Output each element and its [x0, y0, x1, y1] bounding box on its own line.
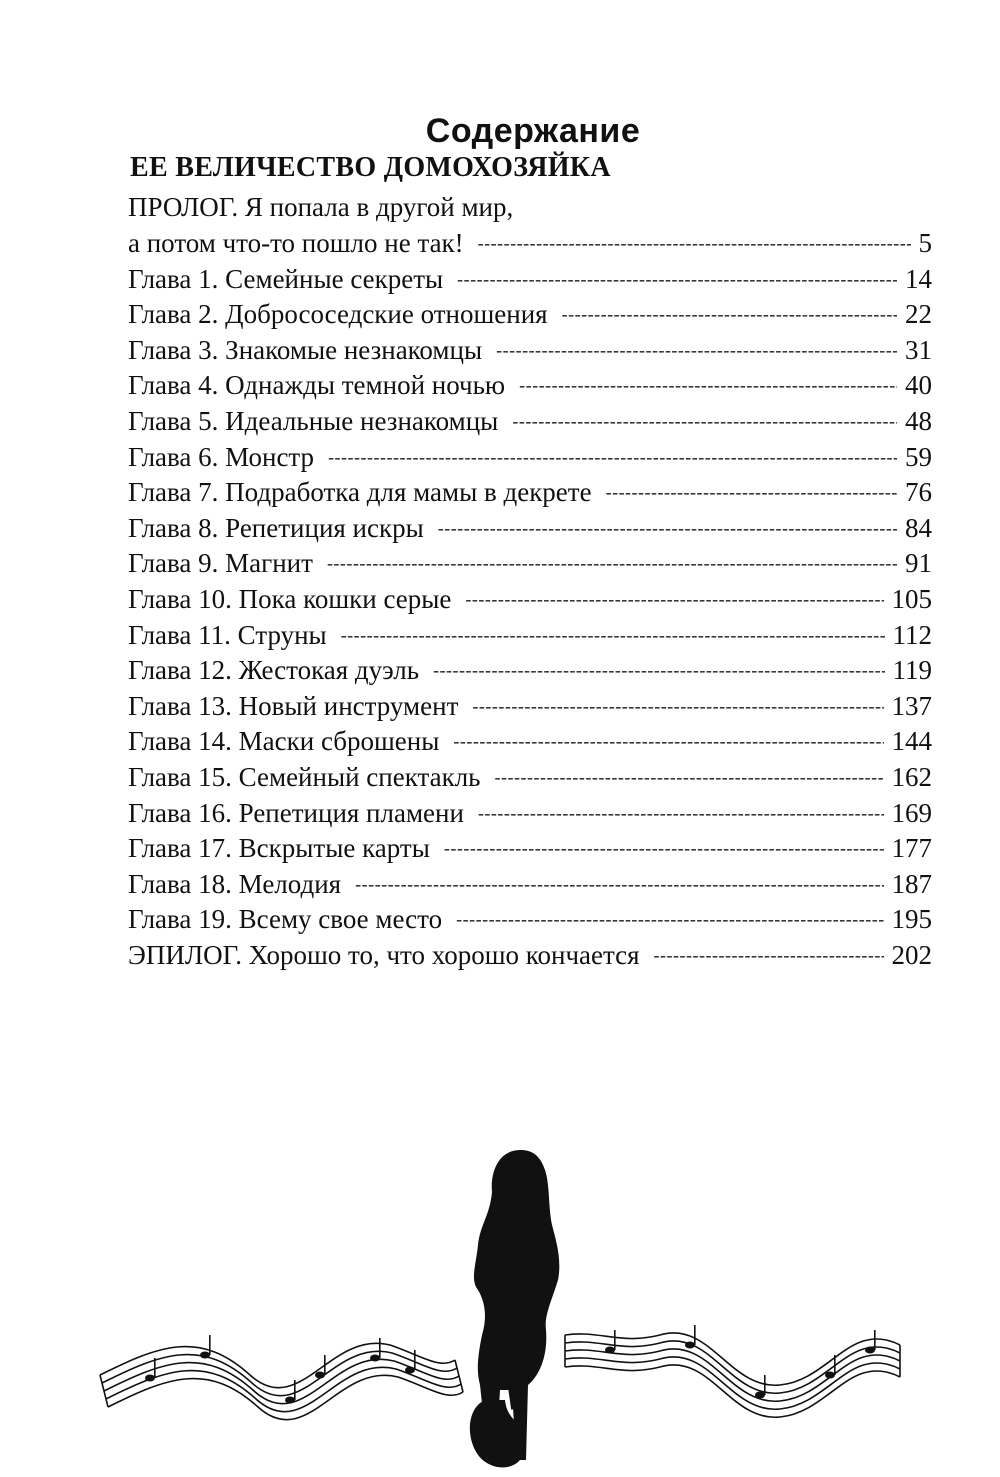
entry-page: 22: [905, 299, 932, 330]
entry-title: Глава 1. Семейные секреты: [128, 263, 444, 294]
dot-leader: [654, 938, 884, 974]
toc-entry[interactable]: [128, 262, 932, 298]
toc-entry[interactable]: [128, 368, 932, 404]
toc-entry[interactable]: [128, 724, 932, 760]
entry-page: 48: [905, 405, 932, 436]
entry-page: 31: [905, 334, 932, 365]
entry-page: 14: [905, 263, 932, 294]
toc-entry[interactable]: [128, 760, 932, 796]
toc-entry[interactable]: [128, 653, 932, 689]
toc-entry[interactable]: [128, 546, 932, 582]
dot-leader: [457, 262, 897, 298]
entry-page: 40: [905, 370, 932, 401]
guitarist-silhouette-with-music-staff-ribbons-icon: [0, 1130, 1000, 1477]
entry-title: Глава 11. Струны: [128, 619, 327, 650]
toc-entry[interactable]: [128, 582, 932, 618]
entry-title: Глава 4. Однажды темной ночью: [128, 370, 506, 401]
toc-entry[interactable]: [128, 796, 932, 832]
toc-entry[interactable]: [128, 404, 932, 440]
entry-page: 137: [891, 690, 932, 721]
dot-leader: [456, 902, 883, 938]
dot-leader: [478, 226, 911, 262]
dot-leader: [444, 831, 884, 867]
dot-leader: [472, 689, 883, 725]
entry-title: Глава 16. Репетиция пламени: [128, 797, 464, 828]
toc-entry[interactable]: [128, 618, 932, 654]
dot-leader: [328, 440, 897, 476]
entry-title: Глава 8. Репетиция искры: [128, 512, 424, 543]
entry-title: Глава 19. Всему свое место: [128, 904, 443, 935]
dot-leader: [327, 546, 897, 582]
dot-leader: [562, 297, 897, 333]
entry-title: Глава 15. Семейный спектакль: [128, 761, 481, 792]
entry-page: 5: [918, 228, 932, 258]
prologue-title-line: ПРОЛОГ. Я попала в другой мир,: [128, 192, 514, 222]
entry-page: 91: [905, 548, 932, 579]
entry-page: 177: [891, 833, 932, 864]
entry-title: Глава 5. Идеальные незнакомцы: [128, 405, 499, 436]
dot-leader: [606, 475, 897, 511]
entry-title: Глава 7. Подработка для мамы в декрете: [128, 477, 592, 508]
dot-leader: [496, 333, 897, 369]
entry-title: Глава 6. Монстр: [128, 441, 315, 472]
entry-page: 112: [892, 619, 932, 650]
entry-page: 59: [905, 441, 932, 472]
table-of-contents: [128, 226, 932, 973]
book-title: ЕЕ ВЕЛИЧЕСТВО ДОМОХОЗЯЙКА: [130, 152, 611, 183]
toc-entry[interactable]: [128, 867, 932, 903]
toc-entry[interactable]: [128, 511, 932, 547]
entry-page: 76: [905, 477, 932, 508]
toc-entry[interactable]: [128, 440, 932, 476]
dot-leader: [438, 511, 897, 547]
toc-entry[interactable]: [128, 297, 932, 333]
entry-title: Глава 12. Жестокая дуэль: [128, 655, 420, 686]
dot-leader: [519, 368, 897, 404]
entry-page: 187: [891, 868, 932, 899]
dot-leader: [465, 582, 883, 618]
page-title: Содержание: [425, 112, 641, 150]
entry-page: 144: [891, 726, 932, 757]
entry-page: 119: [892, 655, 932, 686]
entry-title: Глава 10. Пока кошки серые: [128, 583, 452, 614]
toc-entry[interactable]: [128, 689, 932, 725]
dot-leader: [495, 760, 884, 796]
entry-title: Глава 14. Маски сброшены: [128, 726, 440, 757]
dot-leader: [433, 653, 884, 689]
entry-page: 202: [891, 939, 932, 970]
entry-title: Глава 17. Вскрытые карты: [128, 833, 430, 864]
toc-entry-epilogue[interactable]: [128, 938, 932, 974]
dot-leader: [341, 618, 885, 654]
dot-leader: [478, 796, 884, 832]
entry-title: ЭПИЛОГ. Хорошо то, что хорошо кончается: [128, 939, 640, 970]
entry-title: Глава 13. Новый инструмент: [128, 690, 459, 721]
toc-entry[interactable]: [128, 902, 932, 938]
dot-leader: [512, 404, 897, 440]
toc-entry[interactable]: [128, 831, 932, 867]
entry-title: Глава 18. Мелодия: [128, 868, 342, 899]
entry-page: 195: [891, 904, 932, 935]
entry-page: 84: [905, 512, 932, 543]
entry-page: 162: [891, 761, 932, 792]
toc-entry-prologue[interactable]: [128, 226, 932, 262]
entry-page: 105: [891, 583, 932, 614]
entry-title: а потом что-то пошло не так!: [128, 228, 464, 258]
entry-page: 169: [891, 797, 932, 828]
entry-title: Глава 2. Добрососедские отношения: [128, 299, 548, 330]
toc-entry[interactable]: [128, 475, 932, 511]
toc-entry[interactable]: [128, 333, 932, 369]
entry-title: Глава 3. Знакомые незнакомцы: [128, 334, 483, 365]
dot-leader: [453, 724, 883, 760]
entry-title: Глава 9. Магнит: [128, 548, 313, 579]
dot-leader: [355, 867, 883, 903]
